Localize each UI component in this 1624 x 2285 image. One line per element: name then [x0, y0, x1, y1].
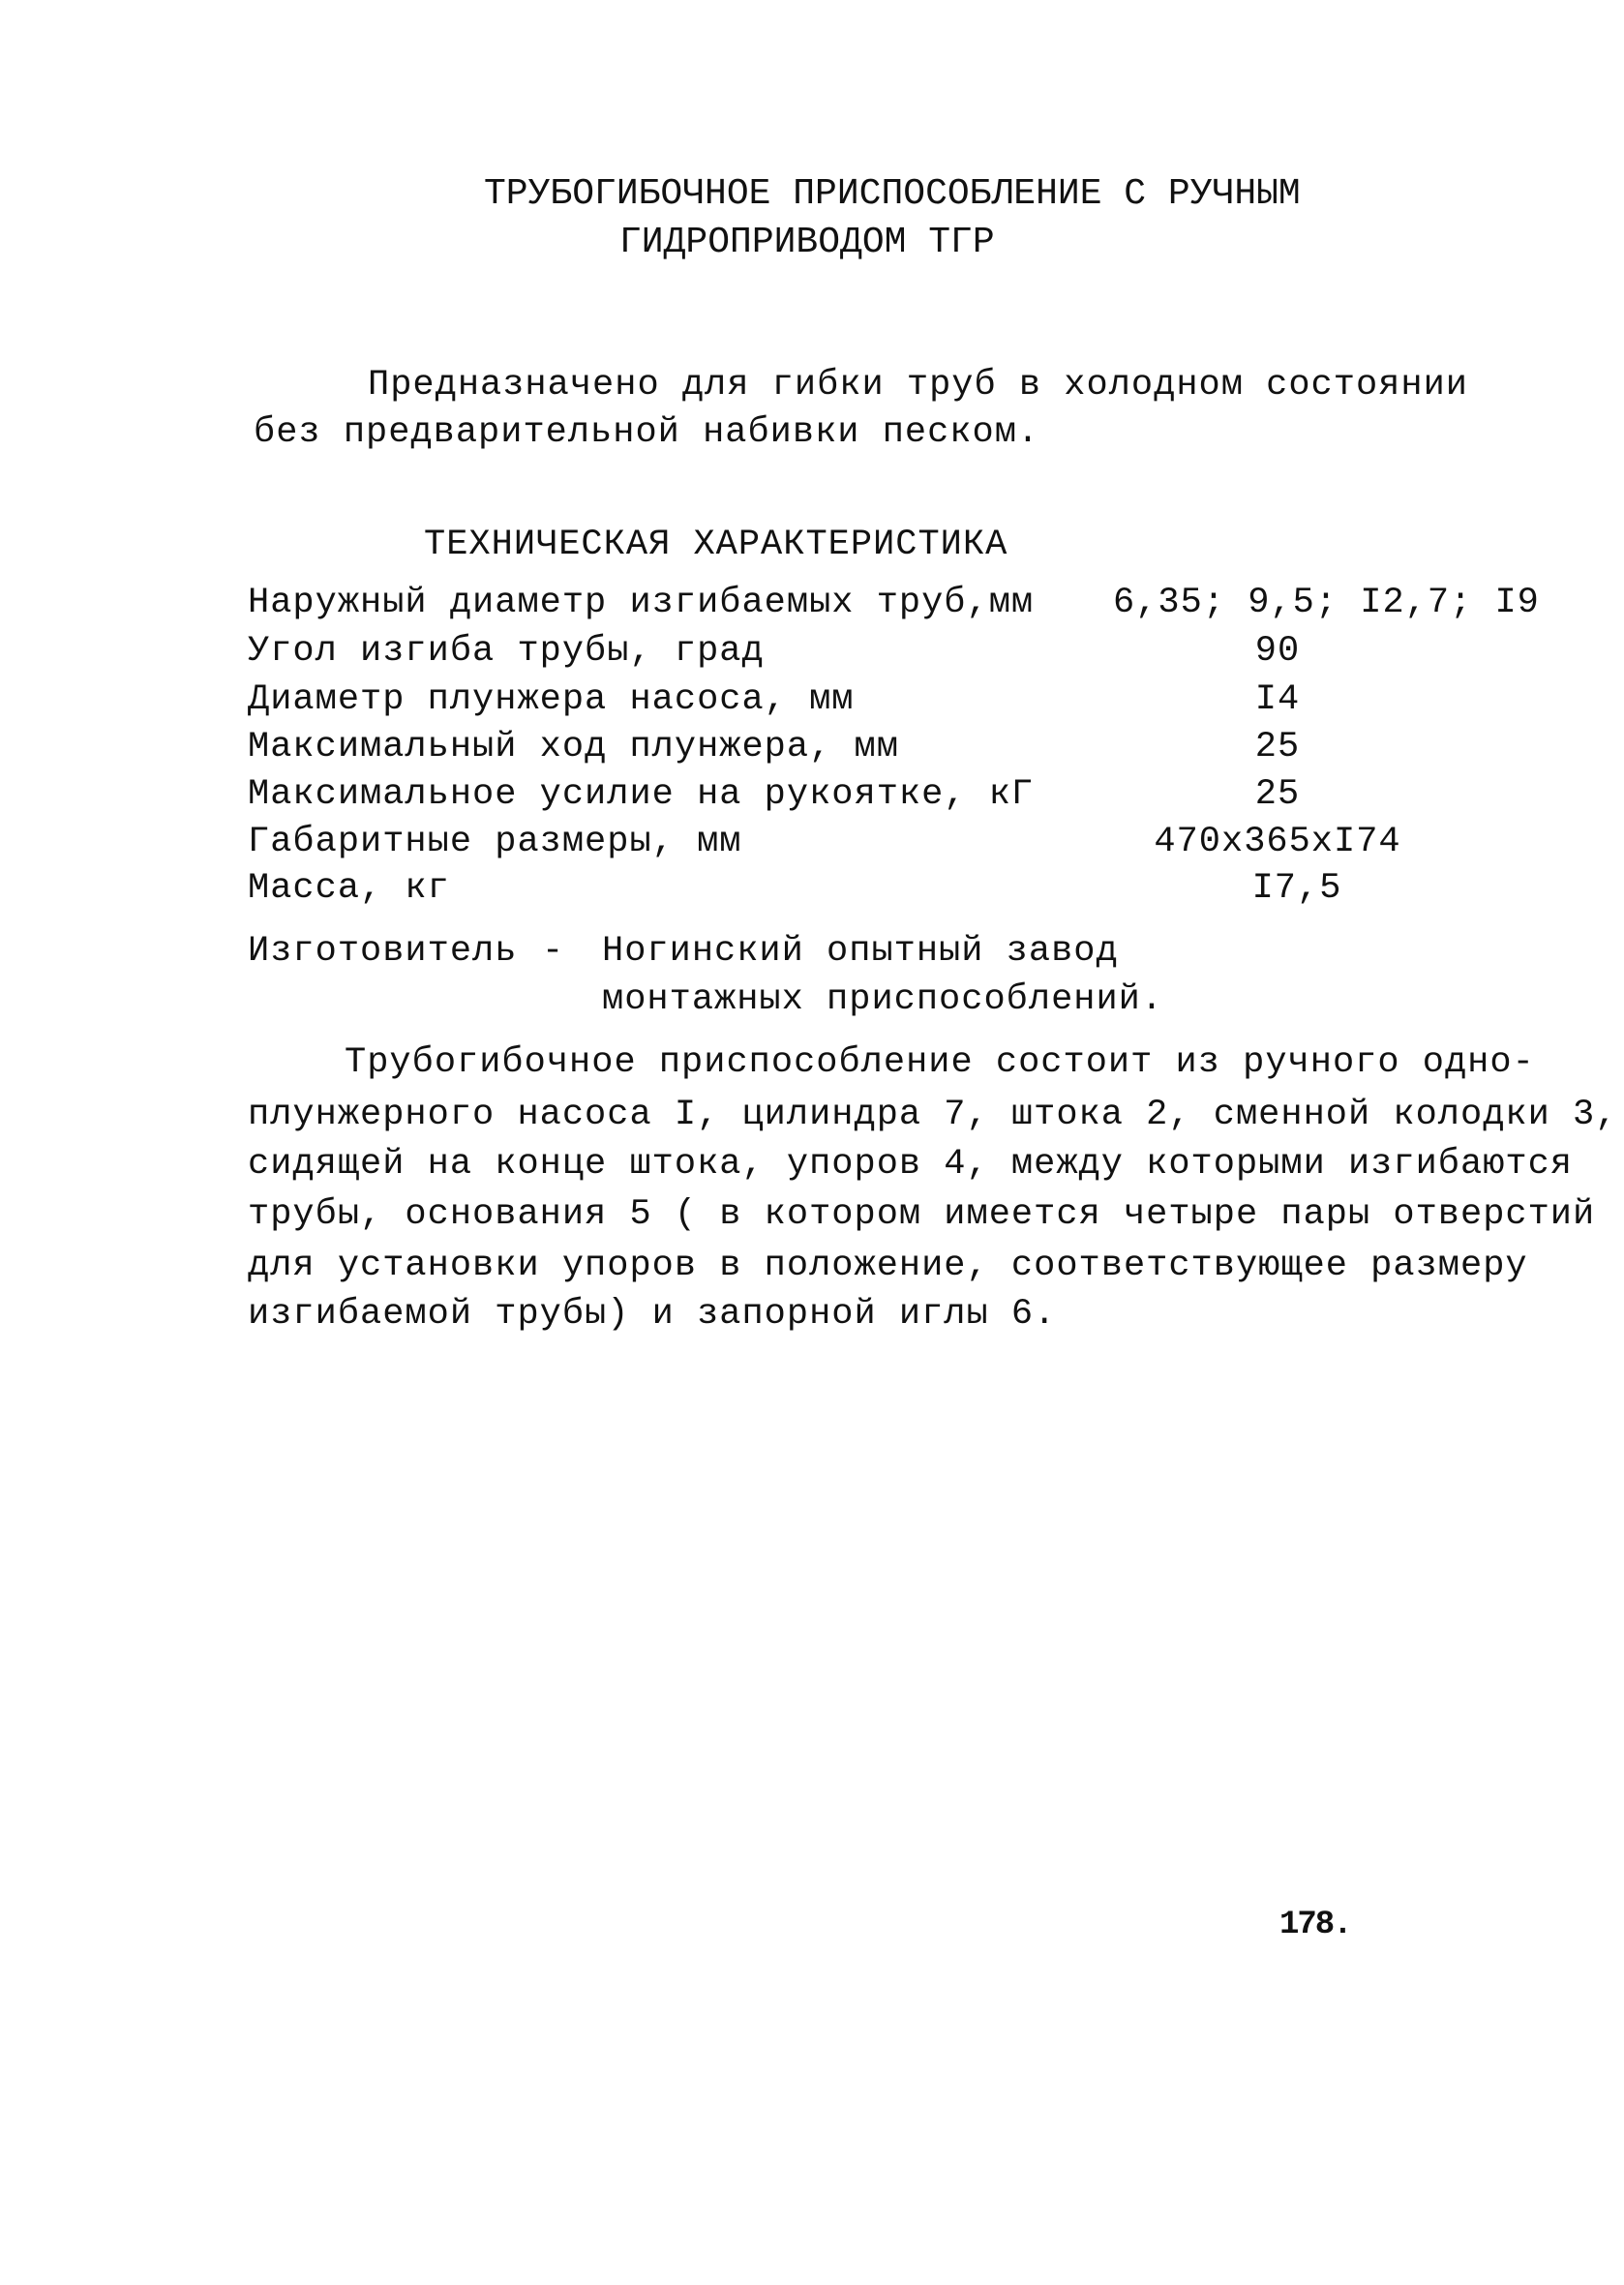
page-number: 178.: [1279, 1907, 1351, 1943]
description-line: трубы, основания 5 ( в котором имеется четыре пары отверстий: [248, 1194, 1596, 1235]
spec-value: 470x365xI74: [1154, 822, 1401, 862]
purpose-line-1: Предназначено для гибки труб в холодном состоянии: [368, 365, 1468, 406]
manufacturer-name-line-2: монтажных приспособлений.: [602, 979, 1164, 1020]
purpose-line-2: без предварительной набивки песком.: [254, 412, 1040, 453]
description-line: плунжерного насоса I, цилиндра 7, штока 2, сменной колодки 3,: [248, 1095, 1618, 1135]
spec-label: Масса, кг: [248, 868, 450, 909]
description-line: Трубогибочное приспособление состоит из ручного одно-: [345, 1042, 1535, 1083]
spec-value: I7,5: [1251, 868, 1342, 909]
title-line-2: ГИДРОПРИВОДОМ ТГР: [619, 222, 995, 263]
spec-label: Диаметр плунжера насоса, мм: [248, 679, 855, 720]
description-line: для установки упоров в положение, соответствующее размеру: [248, 1246, 1528, 1286]
specs-heading: ТЕХНИЧЕСКАЯ ХАРАКТЕРИСТИКА: [424, 525, 1008, 565]
manufacturer-label: Изготовитель: [248, 931, 518, 972]
spec-label: Максимальное усилие на рукоятке, кГ: [248, 774, 1035, 815]
description-line: изгибаемой трубы) и запорной иглы 6.: [248, 1294, 1057, 1335]
spec-value: 90: [1254, 631, 1301, 672]
spec-label: Наружный диаметр изгибаемых труб,мм: [248, 583, 1035, 623]
spec-label: Максимальный ход плунжера, мм: [248, 727, 899, 767]
spec-value: I4: [1254, 679, 1301, 720]
spec-value: 6,35; 9,5; I2,7; I9: [1113, 583, 1540, 623]
manufacturer-name-line-1: Ногинский опытный завод: [602, 931, 1119, 972]
spec-label: Угол изгиба трубы, град: [248, 631, 765, 672]
spec-value: 25: [1254, 774, 1301, 815]
manufacturer-dash: -: [542, 931, 565, 972]
spec-label: Габаритные размеры, мм: [248, 822, 742, 862]
description-line: сидящей на конце штока, упоров 4, между которыми изгибаются: [248, 1144, 1574, 1185]
title-line-1: ТРУБОГИБОЧНОЕ ПРИСПОСОБЛЕНИЕ С РУЧНЫМ: [484, 173, 1301, 215]
spec-value: 25: [1254, 727, 1301, 767]
